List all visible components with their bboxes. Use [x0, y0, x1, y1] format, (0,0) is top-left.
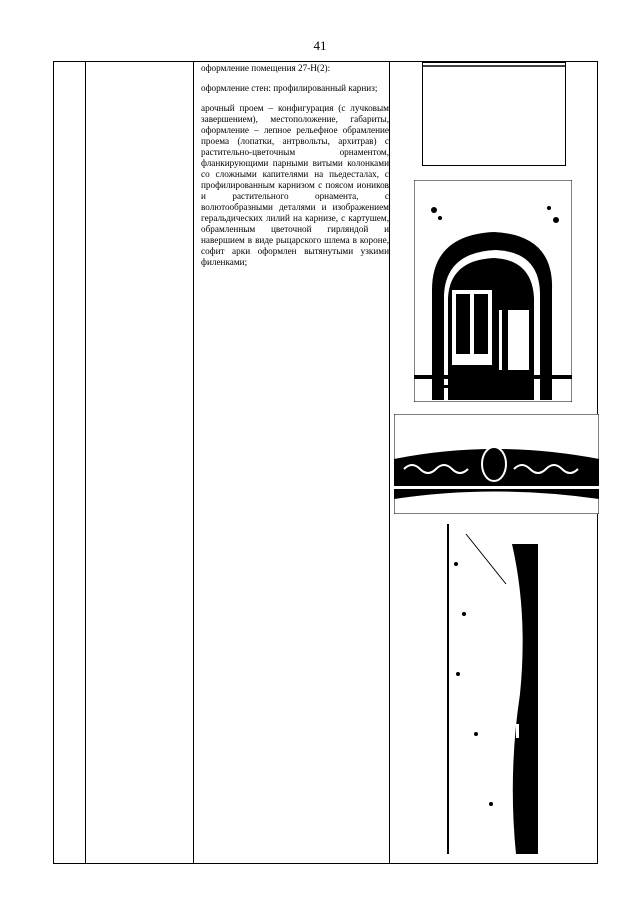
column-divider — [85, 62, 86, 863]
arch-description: арочный проем – конфигурация (с лучковым завершением), местоположение, габариты, оформление – лепное рельефное обрамление проема (лопатки, антрвольты, архитрав) с растительно-цветочным орнаментом, фланкирующими парными витыми колонками со сложными капителями на пьедесталах, с профилированным карнизом с поясом иоников и растительного орнамента, с волютообразными деталями и изображением геральдических лилий на карнизе, с картушем, обрамленным цветочной гирляндой и навершием в виде рыцарского шлема в короне, софит арки оформлен вытянутыми узкими филенками; — [201, 103, 389, 267]
column-divider — [389, 62, 390, 863]
monument-description-table — [53, 61, 598, 864]
page-number: 41 — [313, 38, 327, 53]
room-title: оформление помещения 27-Н(2): — [201, 63, 331, 73]
photo-arch-cornice-detail — [394, 414, 599, 514]
description-cell — [201, 63, 389, 277]
photo-arch-soffit — [446, 524, 542, 854]
photo-arched-opening — [414, 180, 572, 402]
photo-ceiling-cornice — [422, 62, 566, 166]
column-divider — [193, 62, 194, 863]
walls-description: оформление стен: профилированный карниз; — [201, 83, 378, 93]
